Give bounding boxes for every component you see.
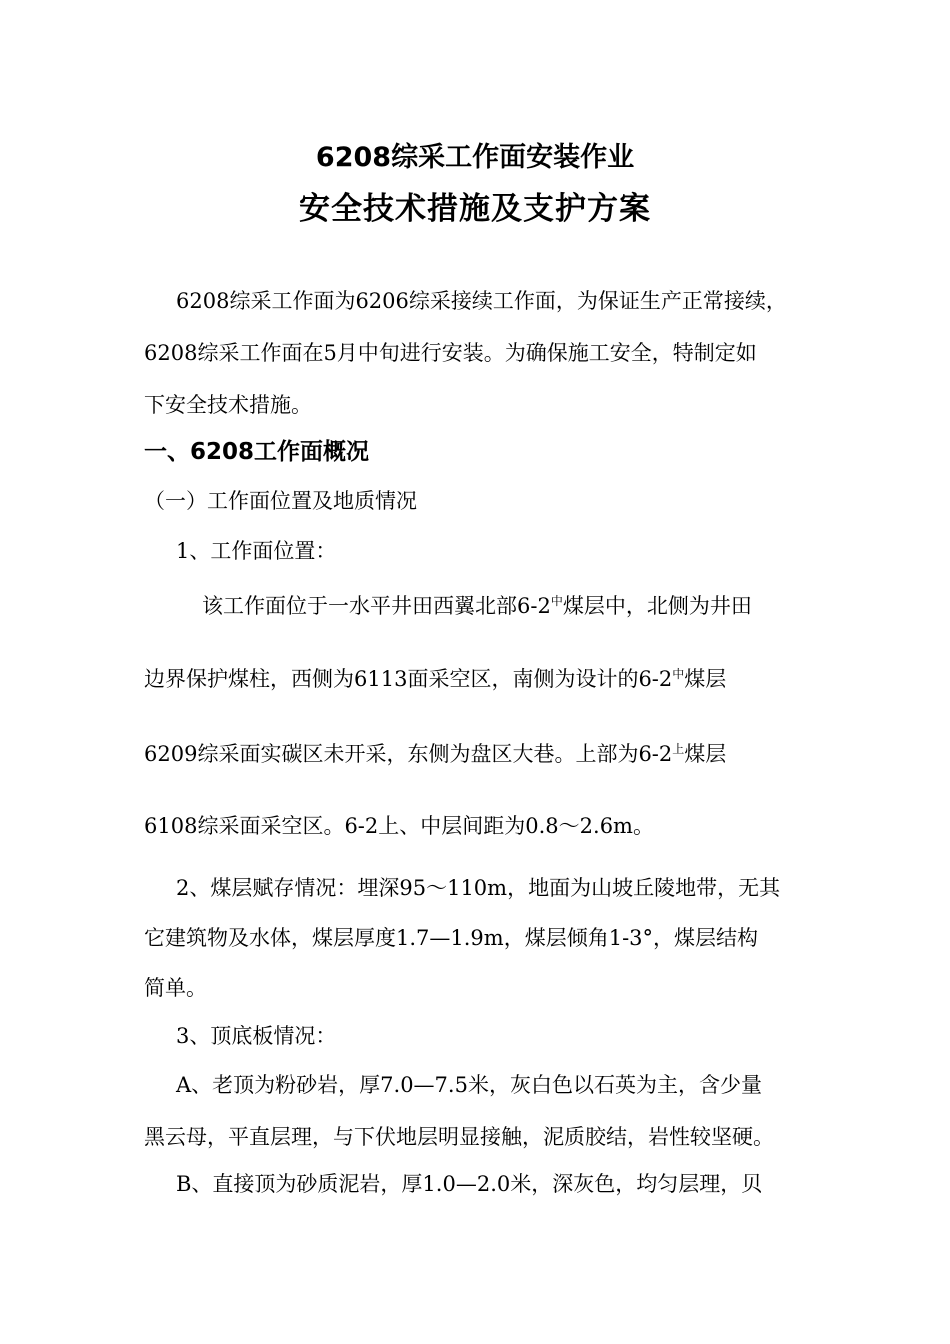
item3-line-1: A、老顶为粉砂岩，厚7.0—7.5米，灰白色以石英为主，含少量 (176, 1073, 762, 1097)
item1-line-1: 该工作面位于一水平井田西翼北部$6-2^中$煤层中，北侧为井田 (202, 594, 752, 618)
item1-title: 1、工作面位置： (176, 539, 337, 563)
section-heading: 一、6208工作面概况 (144, 439, 370, 465)
intro-line-2: 6208综采工作面在5月中旬进行安装。为确保施工安全，特制定如 (144, 341, 757, 365)
item2-line-2: 它建筑物及水体，煤层厚度1.7—1.9m，煤层倾角1-3°，煤层结构 (144, 926, 759, 950)
item1-line-4: 6108综采面采空区。6-2上、中层间距为0.8～2.6m。 (144, 814, 654, 838)
item3-title: 3、顶底板情况： (176, 1024, 337, 1048)
item2-line-1: 2、煤层赋存情况：埋深95～110m，地面为山坡丘陵地带，无其 (176, 876, 781, 900)
document-title-line2: 安全技术措施及支护方案 (299, 191, 651, 227)
subsection-heading: （一）工作面位置及地质情况 (144, 489, 417, 513)
item3-line-2: 黑云母，平直层理，与下伏地层明显接触，泥质胶结，岩性较坚硬。 (144, 1125, 774, 1149)
intro-line-1: 6208综采工作面为6206综采接续工作面，为保证生产正常接续， (176, 289, 787, 313)
item2-line-3: 简单。 (144, 976, 207, 1000)
intro-line-3: 下安全技术措施。 (144, 393, 312, 417)
item1-line-3: 6209综采面实碳区未开采，东侧为盘区大巷。上部为$6-2^上$煤层 (144, 742, 727, 766)
item3-line-3: B、直接顶为砂质泥岩，厚1.0—2.0米，深灰色，均匀层理，贝 (176, 1172, 763, 1196)
item1-line-2: 边界保护煤柱，西侧为6113面采空区，南侧为设计的$6-2^中$煤层 (144, 667, 727, 691)
document-title-line1: 6208综采工作面安装作业 (315, 142, 635, 173)
